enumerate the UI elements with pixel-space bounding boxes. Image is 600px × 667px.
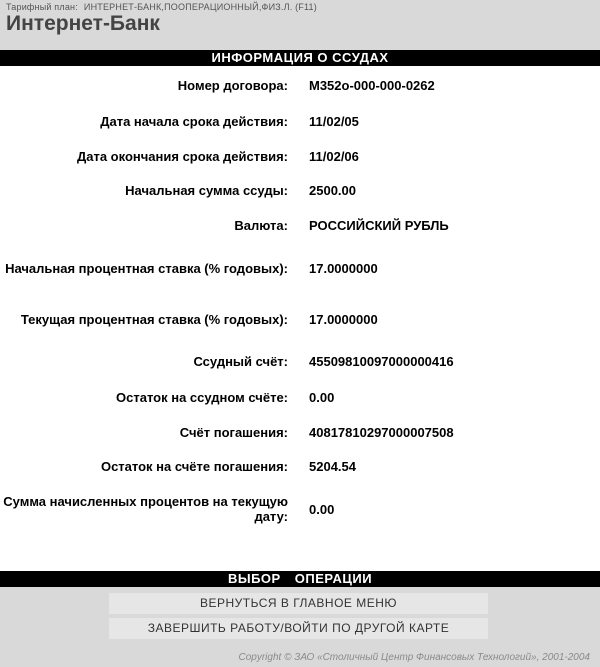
initial-rate-label: Начальная процентная ставка (% годовых): xyxy=(5,260,288,276)
tariff-value: ИНТЕРНЕТ-БАНК,ПООПЕРАЦИОННЫЙ,ФИЗ.Л. (F11) xyxy=(83,2,317,12)
logout-switch-card-button[interactable]: ЗАВЕРШИТЬ РАБОТУ/ВОЙТИ ПО ДРУГОЙ КАРТЕ xyxy=(109,618,488,639)
start-date-label: Дата начала срока действия: xyxy=(100,113,288,129)
loan-balance-value: 0.00 xyxy=(309,389,335,405)
row-repayment-account xyxy=(0,424,600,440)
page-title: Интернет-Банк xyxy=(6,12,160,35)
end-date-value: 11/02/06 xyxy=(309,148,359,164)
tariff-plan xyxy=(6,2,317,12)
row-currency xyxy=(0,217,600,233)
row-start-date xyxy=(0,113,600,129)
accrued-interest-label: Сумма начисленных процентов на текущую дату: xyxy=(3,494,288,524)
loan-info-panel xyxy=(0,66,600,571)
contract-number-label: Номер договора: xyxy=(177,77,288,93)
row-initial-rate xyxy=(0,252,600,284)
currency-value: РОССИЙСКИЙ РУБЛЬ xyxy=(309,217,449,233)
currency-label: Валюта: xyxy=(234,217,288,233)
loan-balance-label: Остаток на ссудном счёте: xyxy=(116,389,288,405)
initial-amount-label: Начальная сумма ссуды: xyxy=(125,182,288,198)
row-accrued-interest xyxy=(0,493,600,525)
loan-info-header: ИНФОРМАЦИЯ О ССУДАХ xyxy=(0,50,600,66)
contract-number-value: М352о-000-000-0262 xyxy=(309,77,435,93)
loan-account-value: 45509810097000000416 xyxy=(309,353,454,369)
tariff-label: Тарифный план: xyxy=(6,2,78,12)
row-current-rate xyxy=(0,303,600,335)
start-date-value: 11/02/05 xyxy=(309,113,359,129)
repayment-account-value: 40817810297000007508 xyxy=(309,424,454,440)
repayment-balance-label: Остаток на счёте погашения: xyxy=(100,458,288,474)
row-loan-balance xyxy=(0,389,600,405)
repayment-balance-value: 5204.54 xyxy=(309,458,356,474)
loan-account-label: Ссудный счёт: xyxy=(193,353,288,369)
row-contract-number xyxy=(0,77,600,93)
end-date-label: Дата окончания срока действия: xyxy=(76,148,288,164)
current-rate-label: Текущая процентная ставка (% годовых): xyxy=(20,311,288,327)
initial-rate-value: 17.0000000 xyxy=(309,260,378,276)
row-initial-amount xyxy=(0,182,600,198)
row-repayment-balance xyxy=(0,458,600,474)
row-end-date xyxy=(0,148,600,164)
back-to-main-menu-button[interactable]: ВЕРНУТЬСЯ В ГЛАВНОЕ МЕНЮ xyxy=(109,593,488,614)
current-rate-value: 17.0000000 xyxy=(309,311,378,327)
row-loan-account xyxy=(0,353,600,369)
operations-header: ВЫБОР ОПЕРАЦИИ xyxy=(0,571,600,587)
accrued-interest-value: 0.00 xyxy=(309,501,335,517)
copyright: Copyright © ЗАО «Столичный Центр Финансовых Технологий», 2001-2004 xyxy=(238,652,590,663)
repayment-account-label: Счёт погашения: xyxy=(179,424,288,440)
initial-amount-value: 2500.00 xyxy=(309,182,356,198)
